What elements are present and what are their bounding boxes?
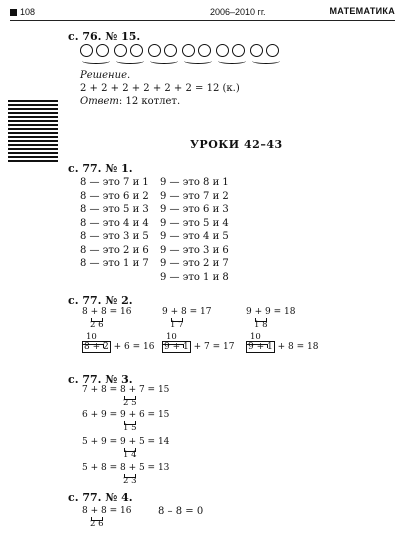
- equation: 7 + 8 = 8 + 7 = 15: [82, 385, 170, 395]
- split-digits: 1 4: [123, 450, 137, 460]
- equation: 9 + 8 = 17: [162, 307, 212, 317]
- task15-equation: 2 + 2 + 2 + 2 + 2 + 2 = 12 (к.): [80, 83, 240, 94]
- header-years: 2006–2010 гг.: [210, 7, 266, 17]
- split-digits: 1 8: [254, 320, 268, 330]
- task77-1-left-column: [80, 176, 149, 271]
- boxed-sum: 8 + 2: [84, 342, 109, 352]
- equation: 5 + 9 = 9 + 5 = 14: [82, 437, 170, 447]
- task77-2-item-2: [162, 307, 242, 357]
- list-item: 8 — это 1 и 7: [80, 258, 149, 269]
- list-item: 8 — это 5 и 3: [80, 204, 149, 215]
- list-item: 8 — это 3 и 5: [80, 231, 149, 242]
- rest: + 7 = 17: [190, 342, 235, 352]
- task77-1-right-column: [160, 176, 229, 284]
- equation: 5 + 8 = 8 + 5 = 13: [82, 463, 170, 473]
- equation: 8 + 8 = 16: [82, 307, 132, 317]
- list-item: 9 — это 7 и 2: [160, 190, 229, 202]
- task77-3-item-2: [82, 410, 202, 434]
- task77-4-equation-2: 8 – 8 = 0: [158, 506, 204, 517]
- ten-label: 10: [86, 332, 97, 342]
- split-digits: 1 5: [123, 423, 137, 433]
- split-digits: 1 7: [170, 320, 184, 330]
- list-item: 8 — это 4 и 4: [80, 217, 149, 229]
- task77-3-item-4: [82, 463, 202, 487]
- answer-label: Ответ: [80, 96, 119, 107]
- task77-4-item-1: [82, 506, 162, 532]
- box-equation: [82, 342, 154, 352]
- box-equation: [246, 342, 318, 352]
- split-digits: 2 3: [123, 476, 137, 486]
- list-item: 9 — это 6 и 3: [160, 204, 229, 215]
- task77-3-title: с. 77. № 3.: [68, 373, 133, 386]
- task77-2-title: с. 77. № 2.: [68, 294, 133, 307]
- boxed-sum: 9 + 1: [248, 342, 273, 352]
- task15-title: с. 76. № 15.: [68, 30, 141, 43]
- list-item: 8 — это 6 и 2: [80, 190, 149, 202]
- rest: + 6 = 16: [110, 342, 155, 352]
- rest: + 8 = 18: [274, 342, 319, 352]
- ten-label: 10: [250, 332, 261, 342]
- header-subject: МАТЕМАТИКА: [329, 6, 395, 16]
- list-item: 8 — это 2 и 6: [80, 244, 149, 256]
- equation: 6 + 9 = 9 + 6 = 15: [82, 410, 170, 420]
- answer-text: : 12 котлет.: [118, 96, 181, 107]
- page-header: [10, 6, 395, 21]
- list-item: 9 — это 5 и 4: [160, 217, 229, 229]
- list-item: 8 — это 7 и 1: [80, 177, 149, 188]
- list-item: 9 — это 8 и 1: [160, 177, 229, 188]
- decorative-stripes: [8, 100, 58, 163]
- task15-answer: [80, 96, 180, 107]
- lesson-title: УРОКИ 42–43: [190, 138, 283, 151]
- task77-1-title: с. 77. № 1.: [68, 162, 133, 175]
- ten-label: 10: [166, 332, 177, 342]
- list-item: 9 — это 4 и 5: [160, 231, 229, 242]
- circles-row: [80, 44, 300, 68]
- boxed-sum: 9 + 1: [164, 342, 189, 352]
- page-number: 108: [20, 7, 36, 17]
- equation: 9 + 9 = 18: [246, 307, 296, 317]
- solution-label: Решение.: [80, 70, 131, 81]
- split-digits: 2 6: [90, 320, 104, 330]
- task77-3-item-1: [82, 385, 202, 409]
- list-item: 9 — это 3 и 6: [160, 244, 229, 256]
- task77-3-item-3: [82, 437, 202, 461]
- split-digits: 2 5: [123, 398, 137, 408]
- box-equation: [162, 342, 234, 352]
- list-item: 9 — это 2 и 7: [160, 258, 229, 269]
- task77-4-title: с. 77. № 4.: [68, 491, 133, 504]
- equation: 8 + 8 = 16: [82, 506, 132, 516]
- task77-2-item-1: [82, 307, 162, 357]
- task77-2-item-3: [246, 307, 326, 357]
- list-item: 9 — это 1 и 8: [160, 271, 229, 283]
- header-square-icon: [10, 9, 17, 16]
- split-digits: 2 6: [90, 519, 104, 529]
